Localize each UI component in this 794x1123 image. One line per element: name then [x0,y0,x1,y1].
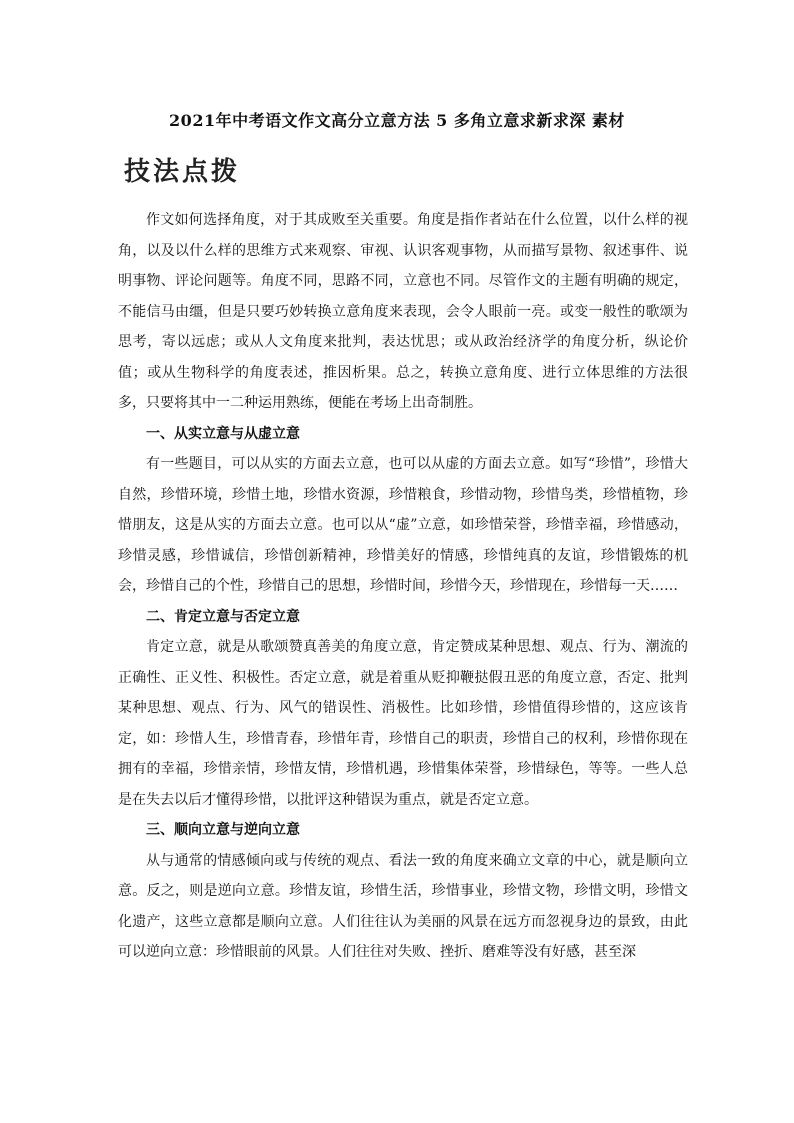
section-paragraph-2: 肯定立意，就是从歌颂赞真善美的角度立意，肯定赞成某种思想、观点、行为、潮流的正确性、正义性、积极性。否定立意，就是着重从贬抑鞭挞假丑恶的角度立意，否定、批判某种思想、观点、行为、风气的错误性、消极性。比如珍惜，珍惜值得珍惜的，这应该肯定，如：珍惜人生，珍惜青春，珍惜年青，珍惜自己的职责，珍惜自己的权利，珍惜你现在拥有的幸福，珍惜亲情，珍惜友情，珍惜机遇，珍惜集体荣誉，珍惜绿色，等等。一些人总是在失去以后才懂得珍惜，以批评这种错误为重点，就是否定立意。 [118,639,688,808]
section-heading-2: 二、肯定立意与否定立意 [146,608,300,625]
section-heading-1: 一、从实立意与从虚立意 [146,425,300,442]
section-paragraph-3: 从与通常的情感倾向或与传统的观点、看法一致的角度来确立文章的中心，就是顺向立意。反之，则是逆向立意。珍惜友谊，珍惜生活，珍惜事业，珍惜文物，珍惜文明，珍惜文化遗产，这些立意都是顺向立意。人们往往认为美丽的风景在远方而忽视身边的景致，由此可以逆向立意：珍惜眼前的风景。人们往往对失败、挫折、磨难等没有好感，甚至深 [118,852,688,960]
section-paragraph-1: 有一些题目，可以从实的方面去立意，也可以从虚的方面去立意。如写“珍惜”，珍惜大自然，珍惜环境，珍惜土地，珍惜水资源，珍惜粮食，珍惜动物，珍惜鸟类，珍惜植物，珍惜朋友，这是从实的方面去立意。也可以从“虚”立意，如珍惜荣誉，珍惜幸福，珍惜感动，珍惜灵感，珍惜诚信，珍惜创新精神，珍惜美好的情感，珍惜纯真的友谊，珍惜锻炼的机会，珍惜自己的个性，珍惜自己的思想，珍惜时间，珍惜今天，珍惜现在，珍惜每一天…… [118,456,688,594]
intro-paragraph: 作文如何选择角度，对于其成败至关重要。角度是指作者站在什么位置，以什么样的视角，以及以什么样的思维方式来观察、审视、认识客观事物，从而描写景物、叙述事件、说明事物、评论问题等。角度不同，思路不同，立意也不同。尽管作文的主题有明确的规定，不能信马由缰，但是只要巧妙转换立意角度来表现，会令人眼前一亮。或变一般性的歌颂为思考，寄以远虑；或从人文角度来批判，表达忧思；或从政治经济学的角度分析，纵论价值；或从生物科学的角度表述，推因析果。总之，转换立意角度、进行立体思维的方法很多，只要将其中一二种运用熟练，便能在考场上出奇制胜。 [118,212,688,411]
section-banner: 技法点拨 [124,157,241,187]
document-body [118,205,688,968]
document-title: 2021年中考语文作文高分立意方法 5 多角立意求新求深 素材 [169,111,625,130]
section-heading-3: 三、顺向立意与逆向立意 [146,822,300,838]
